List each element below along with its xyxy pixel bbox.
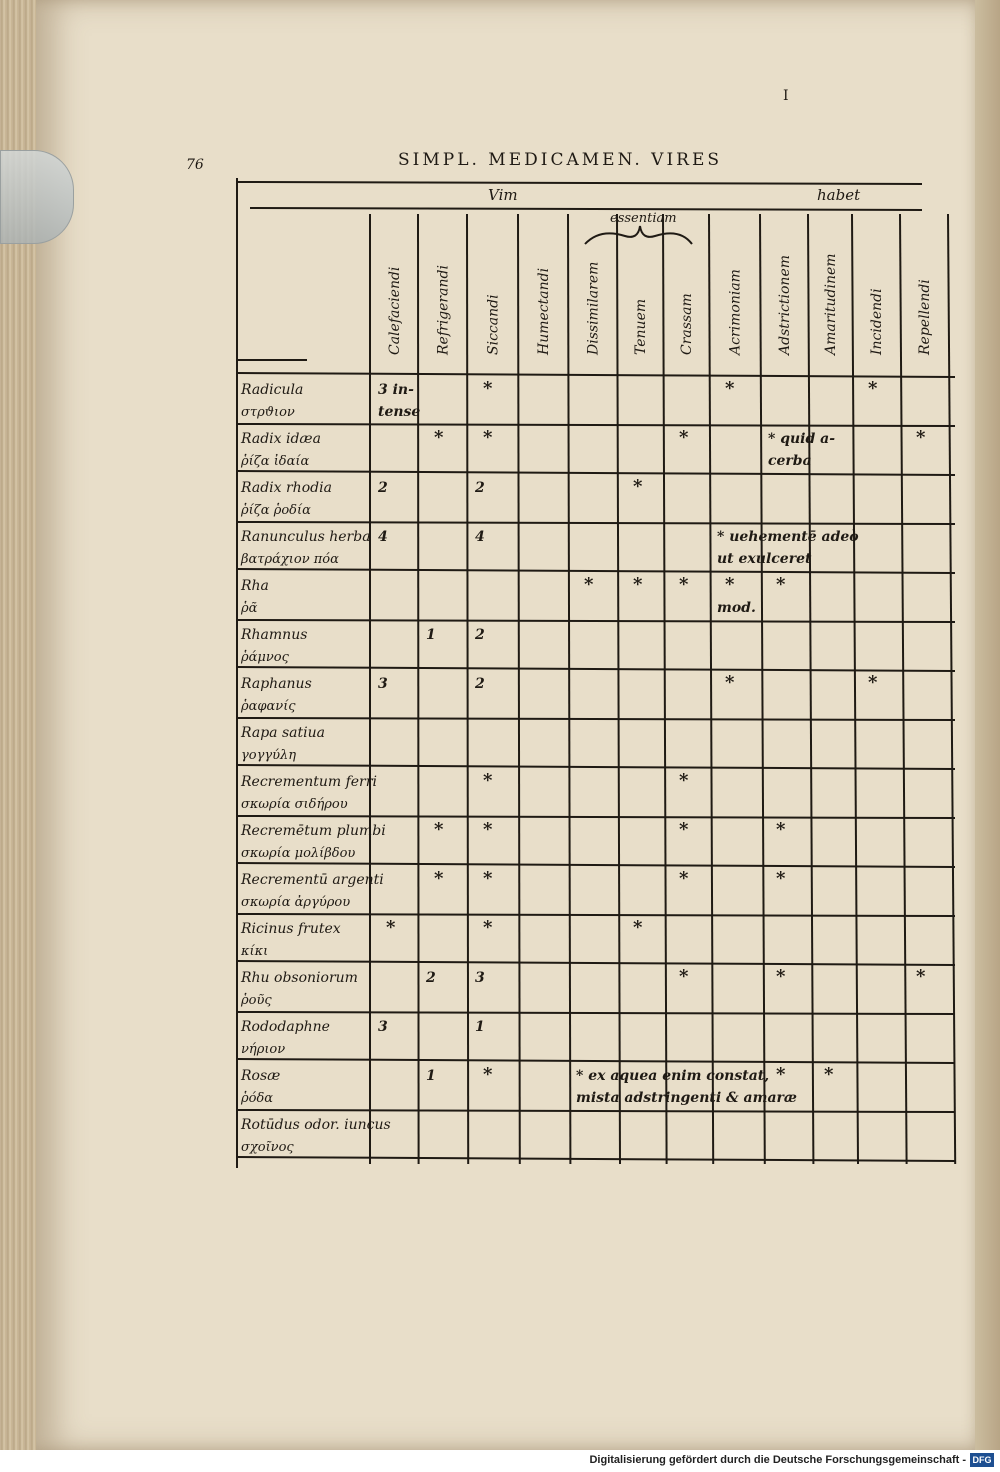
cell-mark: 2	[378, 480, 388, 496]
table-top-rule	[237, 182, 922, 184]
header-vim: Vim	[488, 186, 518, 204]
cell-mark: *	[776, 966, 786, 987]
cell-mark: *	[679, 574, 689, 595]
cell-mark: mod.	[717, 600, 756, 616]
row-label-latin: Ricinus frutex	[241, 921, 341, 937]
column-rule	[518, 214, 520, 1164]
row-rule	[237, 373, 955, 377]
cell-mark: 3	[378, 676, 388, 692]
cell-mark: 1	[426, 1068, 436, 1084]
column-rule	[948, 214, 955, 1164]
cell-mark: * quid a-	[768, 431, 836, 447]
table-sub-rule	[250, 208, 922, 210]
cell-mark: 3	[378, 1019, 388, 1035]
column-headers	[387, 253, 933, 357]
cell-mark: *	[725, 672, 735, 693]
page-number: 76	[186, 157, 204, 173]
row-labels	[240, 382, 391, 1155]
column-rule	[418, 214, 419, 1164]
cell-mark: ut exulceret	[717, 551, 812, 567]
footer-bar	[0, 1450, 1000, 1472]
row-label-latin: Radix rhodia	[241, 480, 332, 496]
row-rule	[237, 471, 955, 475]
cell-mark: *	[916, 427, 926, 448]
row-label-greek: νήριον	[241, 1042, 286, 1057]
row-label-latin: Recrementum ferri	[241, 774, 377, 790]
cell-mark: *	[824, 1064, 834, 1085]
row-label-greek: κίκι	[241, 944, 269, 959]
dfg-logo: DFG	[970, 1453, 994, 1467]
row-label-greek: ῥάμνος	[241, 650, 289, 665]
column-header: Humectandi	[536, 267, 552, 355]
column-rule	[808, 214, 813, 1164]
row-rule	[237, 1157, 955, 1161]
cell-mark: *	[679, 868, 689, 889]
row-rule	[237, 961, 955, 965]
row-label-latin: Radix idæa	[241, 431, 321, 447]
column-header: Acrimoniam	[727, 269, 744, 355]
column-rule	[467, 214, 468, 1164]
column-header: Tenuem	[633, 298, 649, 355]
row-label-latin: Rhamnus	[241, 627, 308, 643]
cell-mark: 2	[475, 480, 485, 496]
cell-mark: 1	[426, 627, 436, 643]
column-header: Adstrictionem	[777, 254, 793, 355]
cell-mark: *	[916, 966, 926, 987]
cell-mark: *	[633, 917, 643, 938]
cell-mark: 2	[426, 970, 436, 986]
column-rule	[709, 214, 713, 1164]
cell-mark: *	[868, 672, 878, 693]
row-rule	[237, 816, 955, 818]
cell-marks	[377, 378, 926, 1106]
row-rule	[237, 1059, 955, 1063]
cell-mark: cerba	[768, 453, 812, 469]
cell-mark: * ex aquea enim constat,	[576, 1068, 770, 1084]
row-rule	[237, 718, 955, 720]
cell-mark: *	[584, 574, 594, 595]
row-label-greek: σκωρία ἀργύρου	[241, 895, 351, 910]
row-label-latin: Rhu obsoniorum	[241, 970, 358, 986]
header-habet: habet	[817, 186, 861, 204]
cell-mark: *	[679, 966, 689, 987]
row-label-greek: γογγύλη	[241, 748, 297, 763]
row-label-latin: Rha	[241, 578, 269, 594]
column-rule	[663, 214, 667, 1164]
column-header: Crassam	[679, 293, 695, 355]
cell-mark: *	[434, 427, 444, 448]
cell-mark: 3 in-	[378, 382, 414, 398]
cell-mark: *	[434, 819, 444, 840]
row-label-greek: ῥᾶ	[241, 601, 258, 616]
cell-mark: *	[868, 378, 878, 399]
footer-text: Digitalisierung gefördert durch die Deutsche Forschungsgemeinschaft -	[589, 1454, 966, 1466]
row-label-greek: ῥίζα ῥοδία	[241, 503, 311, 518]
row-label-latin: Rododaphne	[241, 1019, 330, 1035]
running-head: SIMPL. MEDICAMEN. VIRES	[398, 150, 723, 170]
row-label-latin: Rotūdus odor. iuncus	[241, 1117, 391, 1133]
cell-mark: *	[725, 574, 735, 595]
column-header: Repellendi	[917, 279, 933, 355]
cell-mark: *	[483, 770, 493, 791]
cell-mark: *	[679, 770, 689, 791]
cell-mark: *	[776, 819, 786, 840]
column-header: Calefaciendi	[387, 266, 403, 355]
row-label-greek: σκωρία σιδήρου	[241, 797, 348, 812]
row-label-greek: σχοῖνος	[241, 1140, 294, 1155]
cell-mark: *	[483, 917, 493, 938]
cell-mark: *	[483, 427, 493, 448]
cell-mark: 3	[475, 970, 485, 986]
row-label-latin: Rosæ	[241, 1068, 281, 1084]
cell-mark: *	[679, 427, 689, 448]
cell-mark: tense	[378, 404, 421, 420]
row-rule	[237, 667, 955, 671]
column-header: Amaritudinem	[823, 253, 839, 355]
cell-mark: *	[679, 819, 689, 840]
row-rule	[237, 424, 955, 426]
row-rule	[237, 1110, 955, 1112]
cell-mark: *	[386, 917, 396, 938]
cell-mark: mista adstringenti & amaræ	[576, 1090, 797, 1106]
cell-mark: *	[633, 476, 643, 497]
row-rule	[237, 620, 955, 622]
cell-mark: *	[725, 378, 735, 399]
cell-mark: * uehementē adeò	[717, 529, 859, 545]
column-rule	[852, 214, 858, 1164]
row-label-latin: Ranunculus herba	[241, 529, 371, 545]
cell-mark: *	[483, 378, 493, 399]
row-label-greek: σκωρία μολίβδου	[241, 846, 356, 861]
cell-mark: *	[776, 868, 786, 889]
column-rule	[900, 214, 907, 1164]
row-label-latin: Recrementū argenti	[241, 872, 384, 888]
cell-mark: 4	[475, 529, 485, 545]
column-rule	[760, 214, 765, 1164]
cell-mark: *	[434, 868, 444, 889]
row-rule	[237, 522, 955, 524]
row-label-greek: ῥόδα	[241, 1091, 274, 1106]
row-label-latin: Raphanus	[241, 676, 312, 692]
column-header: Refrigerandi	[435, 265, 452, 355]
cell-mark: 2	[475, 676, 485, 692]
column-header: Dissimilarem	[585, 261, 602, 355]
row-label-greek: στρϑιον	[241, 405, 295, 420]
row-rule	[237, 1012, 955, 1014]
row-label-latin: Recremētum plumbi	[241, 823, 386, 839]
row-rule	[237, 863, 955, 867]
cell-mark: *	[776, 574, 786, 595]
row-label-greek: βατράχιον πόα	[241, 552, 339, 567]
cell-mark: 4	[378, 529, 388, 545]
row-rule	[237, 765, 955, 769]
cell-mark: 2	[475, 627, 485, 643]
cell-mark: *	[483, 819, 493, 840]
column-rule	[568, 214, 570, 1164]
header-essentiam: essentiam	[610, 211, 677, 226]
cell-mark: 1	[475, 1019, 485, 1035]
column-rule	[617, 214, 620, 1164]
cell-mark: *	[483, 868, 493, 889]
cell-mark: *	[776, 1064, 786, 1085]
row-label-latin: Rapa satiua	[241, 725, 325, 741]
stray-mark: I	[783, 88, 789, 104]
cell-mark: *	[483, 1064, 493, 1085]
row-label-latin: Radicula	[241, 382, 304, 398]
cell-mark: *	[633, 574, 643, 595]
column-header: Incidendi	[869, 288, 885, 355]
row-rule	[237, 914, 955, 916]
row-label-greek: ῥοῦς	[241, 993, 272, 1008]
column-header: Siccandi	[485, 294, 502, 355]
row-label-greek: ῥίζα ἰδαία	[241, 454, 310, 469]
row-rule	[237, 569, 955, 573]
row-label-greek: ῥαφανίς	[241, 699, 296, 714]
essentiam-brace	[585, 226, 692, 244]
